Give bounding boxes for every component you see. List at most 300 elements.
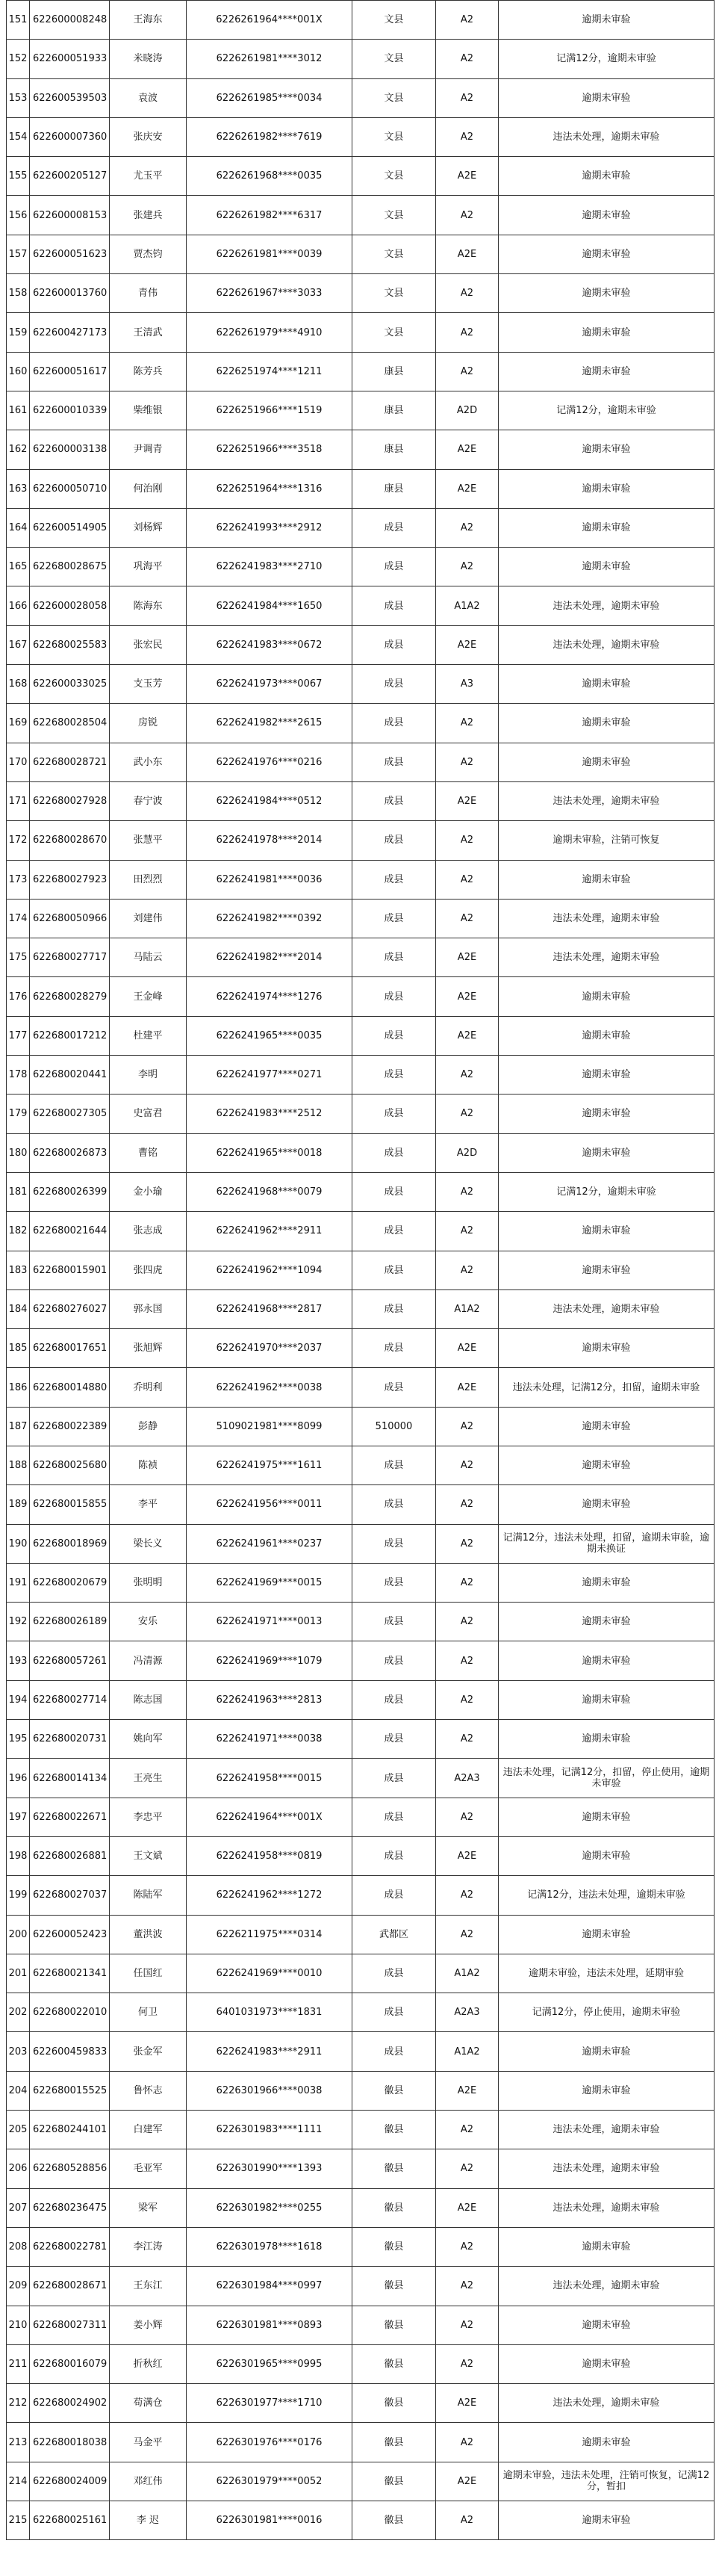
- region-cell: 成县: [352, 1172, 436, 1211]
- table-row: [7, 1407, 715, 1446]
- driver-name-cell: 米晓涛: [110, 40, 187, 78]
- region-cell: 成县: [352, 1680, 436, 1719]
- driver-name-cell: 折秋红: [110, 2344, 187, 2383]
- id-number-cell: 6226241962****0038: [187, 1368, 352, 1407]
- id-number-cell: 6226241969****0015: [187, 1563, 352, 1602]
- id-number-cell: 6226241956****0011: [187, 1485, 352, 1524]
- region-cell: 文县: [352, 40, 436, 78]
- file-number-cell: 622600514905: [30, 508, 110, 547]
- file-number-cell: 622680027928: [30, 781, 110, 820]
- driver-name-cell: 房锐: [110, 704, 187, 743]
- region-cell: 徽县: [352, 2344, 436, 2383]
- license-class-cell: A2: [436, 1485, 499, 1524]
- table-row: [7, 1446, 715, 1484]
- driver-name-cell: 鲁怀志: [110, 2071, 187, 2110]
- id-number-cell: 6226241968****0079: [187, 1172, 352, 1211]
- region-cell: 徽县: [352, 2462, 436, 2501]
- driver-name-cell: 任国红: [110, 1954, 187, 1993]
- status-cell: 违法未处理，记满12分，扣留，逾期未审验: [499, 1368, 715, 1407]
- table-row: [7, 1095, 715, 1133]
- id-number-cell: 6226301977****1710: [187, 2384, 352, 2423]
- license-class-cell: A2: [436, 1915, 499, 1954]
- row-number-cell: 203: [7, 2032, 30, 2071]
- table-row: [7, 1641, 715, 1680]
- file-number-cell: 622680026399: [30, 1172, 110, 1211]
- status-cell: 逾期未审验: [499, 196, 715, 235]
- status-cell: 逾期未审验: [499, 548, 715, 586]
- status-cell: 违法未处理，逾期未审验: [499, 899, 715, 938]
- file-number-cell: 622680236475: [30, 2188, 110, 2227]
- row-number-cell: 175: [7, 938, 30, 977]
- license-class-cell: A2: [436, 1641, 499, 1680]
- license-class-cell: A2: [436, 1603, 499, 1641]
- table-row: [7, 2032, 715, 2071]
- id-number-cell: 6226251964****1316: [187, 469, 352, 508]
- driver-name-cell: 田烈烈: [110, 860, 187, 899]
- status-cell: 逾期未审验: [499, 1641, 715, 1680]
- license-class-cell: A2: [436, 2111, 499, 2149]
- row-number-cell: 194: [7, 1680, 30, 1719]
- status-cell: 记满12分，逾期未审验: [499, 40, 715, 78]
- status-cell: 逾期未审验: [499, 1680, 715, 1719]
- id-number-cell: 6226301990****1393: [187, 2149, 352, 2188]
- license-class-cell: A2E: [436, 781, 499, 820]
- driver-name-cell: 梁军: [110, 2188, 187, 2227]
- driver-name-cell: 刘杨辉: [110, 508, 187, 547]
- file-number-cell: 622600008153: [30, 196, 110, 235]
- region-cell: 成县: [352, 938, 436, 977]
- table-row: [7, 1485, 715, 1524]
- region-cell: 成县: [352, 1368, 436, 1407]
- region-cell: 徽县: [352, 2306, 436, 2344]
- region-cell: 成县: [352, 1759, 436, 1798]
- file-number-cell: 622680015901: [30, 1251, 110, 1289]
- license-class-cell: A2: [436, 1680, 499, 1719]
- driver-name-cell: 梁长义: [110, 1524, 187, 1563]
- status-cell: 违法未处理，逾期未审验: [499, 2267, 715, 2306]
- row-number-cell: 152: [7, 40, 30, 78]
- row-number-cell: 181: [7, 1172, 30, 1211]
- id-number-cell: 6226261985****0034: [187, 78, 352, 117]
- table-row: [7, 821, 715, 860]
- table-row: [7, 1876, 715, 1915]
- id-number-cell: 6226261967****3033: [187, 274, 352, 313]
- file-number-cell: 622680021644: [30, 1212, 110, 1251]
- region-cell: 文县: [352, 196, 436, 235]
- driver-name-cell: 张庆安: [110, 117, 187, 156]
- row-number-cell: 208: [7, 2227, 30, 2266]
- license-class-cell: A2E: [436, 235, 499, 273]
- row-number-cell: 158: [7, 274, 30, 313]
- row-number-cell: 205: [7, 2111, 30, 2149]
- driver-name-cell: 毛亚军: [110, 2149, 187, 2188]
- status-cell: 逾期未审验: [499, 469, 715, 508]
- driver-name-cell: 陈陆军: [110, 1876, 187, 1915]
- id-number-cell: 6226301981****0016: [187, 2501, 352, 2540]
- region-cell: 成县: [352, 625, 436, 664]
- file-number-cell: 622600010339: [30, 391, 110, 430]
- driver-name-cell: 李明: [110, 1056, 187, 1095]
- region-cell: 文县: [352, 117, 436, 156]
- table-row: [7, 313, 715, 352]
- id-number-cell: 6226241964****001X: [187, 1798, 352, 1836]
- table-row: [7, 548, 715, 586]
- driver-name-cell: 安乐: [110, 1603, 187, 1641]
- file-number-cell: 622680027714: [30, 1680, 110, 1719]
- file-number-cell: 622680021341: [30, 1954, 110, 1993]
- driver-name-cell: 张旭辉: [110, 1329, 187, 1368]
- status-cell: 违法未处理，逾期未审验: [499, 2384, 715, 2423]
- file-number-cell: 622600051617: [30, 352, 110, 391]
- region-cell: 文县: [352, 1, 436, 40]
- file-number-cell: 622680024902: [30, 2384, 110, 2423]
- id-number-cell: 6226241984****1650: [187, 586, 352, 625]
- license-class-cell: A2: [436, 196, 499, 235]
- license-class-cell: A2E: [436, 1836, 499, 1875]
- table-row: [7, 1172, 715, 1211]
- driver-name-cell: 武小东: [110, 743, 187, 781]
- file-number-cell: 622680025680: [30, 1446, 110, 1484]
- region-cell: 成县: [352, 586, 436, 625]
- table-row: [7, 2423, 715, 2462]
- region-cell: 文县: [352, 274, 436, 313]
- license-class-cell: A1A2: [436, 2032, 499, 2071]
- id-number-cell: 6226241984****0512: [187, 781, 352, 820]
- driver-name-cell: 张宏民: [110, 625, 187, 664]
- row-number-cell: 157: [7, 235, 30, 273]
- status-cell: 记满12分，违法未处理，扣留，逾期未审验，逾期未换证: [499, 1524, 715, 1563]
- region-cell: 成县: [352, 1954, 436, 1993]
- driver-name-cell: 张建兵: [110, 196, 187, 235]
- region-cell: 成县: [352, 548, 436, 586]
- status-cell: 逾期未审验: [499, 1016, 715, 1055]
- table-row: [7, 1720, 715, 1759]
- status-cell: 逾期未审验: [499, 235, 715, 273]
- row-number-cell: 162: [7, 430, 30, 469]
- id-number-cell: 6226211975****0314: [187, 1915, 352, 1954]
- row-number-cell: 209: [7, 2267, 30, 2306]
- table-row: [7, 430, 715, 469]
- status-cell: 逾期未审验: [499, 2071, 715, 2110]
- license-class-cell: A2E: [436, 1329, 499, 1368]
- driver-name-cell: 金小瑜: [110, 1172, 187, 1211]
- id-number-cell: 6226241962****2911: [187, 1212, 352, 1251]
- status-cell: 逾期未审验: [499, 704, 715, 743]
- table-row: [7, 1016, 715, 1055]
- license-class-cell: A2E: [436, 2384, 499, 2423]
- driver-name-cell: 张金军: [110, 2032, 187, 2071]
- driver-name-cell: 陈志国: [110, 1680, 187, 1719]
- id-number-cell: 6226261979****4910: [187, 313, 352, 352]
- file-number-cell: 622680027037: [30, 1876, 110, 1915]
- status-cell: 记满12分，停止使用，逾期未审验: [499, 1993, 715, 2032]
- row-number-cell: 161: [7, 391, 30, 430]
- license-class-cell: A2E: [436, 938, 499, 977]
- region-cell: 成县: [352, 1603, 436, 1641]
- driver-name-cell: 曹铭: [110, 1133, 187, 1172]
- status-cell: 违法未处理，逾期未审验: [499, 781, 715, 820]
- license-class-cell: A2E: [436, 2188, 499, 2227]
- license-class-cell: A2: [436, 352, 499, 391]
- table-row: [7, 899, 715, 938]
- status-cell: 逾期未审验，违法未处理，延期审验: [499, 1954, 715, 1993]
- file-number-cell: 622680026873: [30, 1133, 110, 1172]
- license-class-cell: A2: [436, 2227, 499, 2266]
- region-cell: 成县: [352, 1836, 436, 1875]
- region-cell: 成县: [352, 1798, 436, 1836]
- file-number-cell: 622600008248: [30, 1, 110, 40]
- status-cell: 逾期未审验，注销可恢复: [499, 821, 715, 860]
- file-number-cell: 622600052423: [30, 1915, 110, 1954]
- row-number-cell: 180: [7, 1133, 30, 1172]
- id-number-cell: 6226261982****6317: [187, 196, 352, 235]
- file-number-cell: 622680016079: [30, 2344, 110, 2383]
- driver-name-cell: 姚向军: [110, 1720, 187, 1759]
- status-cell: 逾期未审验: [499, 2032, 715, 2071]
- table-row: [7, 1251, 715, 1289]
- region-cell: 成县: [352, 860, 436, 899]
- license-class-cell: A2: [436, 1, 499, 40]
- license-class-cell: A2: [436, 40, 499, 78]
- status-cell: 逾期未审验: [499, 1836, 715, 1875]
- id-number-cell: 6226241983****2512: [187, 1095, 352, 1133]
- table-row: [7, 469, 715, 508]
- region-cell: 徽县: [352, 2501, 436, 2540]
- region-cell: 康县: [352, 430, 436, 469]
- table-row: [7, 352, 715, 391]
- table-row: [7, 508, 715, 547]
- driver-name-cell: 王海东: [110, 1, 187, 40]
- file-number-cell: 622680020441: [30, 1056, 110, 1095]
- table-row: [7, 665, 715, 704]
- region-cell: 成县: [352, 1251, 436, 1289]
- status-cell: 逾期未审验: [499, 1329, 715, 1368]
- id-number-cell: 6226261981****0039: [187, 235, 352, 273]
- driver-name-cell: 袁波: [110, 78, 187, 117]
- table-row: [7, 1759, 715, 1798]
- table-row: [7, 2071, 715, 2110]
- license-class-cell: A2D: [436, 391, 499, 430]
- status-cell: 逾期未审验: [499, 2423, 715, 2462]
- license-class-cell: A2: [436, 1407, 499, 1446]
- file-number-cell: 622680028504: [30, 704, 110, 743]
- row-number-cell: 178: [7, 1056, 30, 1095]
- records-body: [7, 1, 715, 2540]
- license-class-cell: A2E: [436, 430, 499, 469]
- region-cell: 成县: [352, 1095, 436, 1133]
- table-row: [7, 1798, 715, 1836]
- row-number-cell: 190: [7, 1524, 30, 1563]
- status-cell: 逾期未审验: [499, 1563, 715, 1602]
- status-cell: 逾期未审验: [499, 157, 715, 196]
- status-cell: 逾期未审验: [499, 1056, 715, 1095]
- license-class-cell: A2E: [436, 625, 499, 664]
- license-class-cell: A2E: [436, 977, 499, 1016]
- row-number-cell: 164: [7, 508, 30, 547]
- license-class-cell: A2: [436, 548, 499, 586]
- file-number-cell: 622600051623: [30, 235, 110, 273]
- id-number-cell: 6226301979****0052: [187, 2462, 352, 2501]
- id-number-cell: 6226301984****0997: [187, 2267, 352, 2306]
- row-number-cell: 211: [7, 2344, 30, 2383]
- file-number-cell: 622680028721: [30, 743, 110, 781]
- id-number-cell: 6226301965****0995: [187, 2344, 352, 2383]
- region-cell: 成县: [352, 704, 436, 743]
- row-number-cell: 155: [7, 157, 30, 196]
- row-number-cell: 213: [7, 2423, 30, 2462]
- license-class-cell: A2: [436, 1056, 499, 1095]
- status-cell: 违法未处理，逾期未审验: [499, 2149, 715, 2188]
- license-class-cell: A2: [436, 313, 499, 352]
- file-number-cell: 622680028675: [30, 548, 110, 586]
- table-row: [7, 1563, 715, 1602]
- region-cell: 成县: [352, 899, 436, 938]
- row-number-cell: 174: [7, 899, 30, 938]
- region-cell: 徽县: [352, 2188, 436, 2227]
- license-class-cell: A2: [436, 860, 499, 899]
- table-row: [7, 1836, 715, 1875]
- table-row: [7, 977, 715, 1016]
- driver-name-cell: 王东江: [110, 2267, 187, 2306]
- file-number-cell: 622680024009: [30, 2462, 110, 2501]
- row-number-cell: 193: [7, 1641, 30, 1680]
- id-number-cell: 6226241971****0013: [187, 1603, 352, 1641]
- row-number-cell: 179: [7, 1095, 30, 1133]
- status-cell: 逾期未审验: [499, 1720, 715, 1759]
- region-cell: 徽县: [352, 2227, 436, 2266]
- table-row: [7, 1993, 715, 2032]
- row-number-cell: 197: [7, 1798, 30, 1836]
- status-cell: 违法未处理，逾期未审验: [499, 117, 715, 156]
- license-class-cell: A2E: [436, 469, 499, 508]
- status-cell: 逾期未审验: [499, 1485, 715, 1524]
- region-cell: 徽县: [352, 2111, 436, 2149]
- records-table: [6, 0, 715, 2540]
- driver-name-cell: 冯清源: [110, 1641, 187, 1680]
- id-number-cell: 6226251966****1519: [187, 391, 352, 430]
- driver-name-cell: 春宁波: [110, 781, 187, 820]
- driver-name-cell: 张四虎: [110, 1251, 187, 1289]
- table-row: [7, 1289, 715, 1328]
- file-number-cell: 622680018969: [30, 1524, 110, 1563]
- id-number-cell: 6226241975****1611: [187, 1446, 352, 1484]
- driver-name-cell: 陈芳兵: [110, 352, 187, 391]
- status-cell: 逾期未审验: [499, 274, 715, 313]
- id-number-cell: 6226241981****0036: [187, 860, 352, 899]
- status-cell: 逾期未审验: [499, 1915, 715, 1954]
- status-cell: 逾期未审验: [499, 1407, 715, 1446]
- file-number-cell: 622680014134: [30, 1759, 110, 1798]
- region-cell: 徽县: [352, 2071, 436, 2110]
- row-number-cell: 215: [7, 2501, 30, 2540]
- row-number-cell: 187: [7, 1407, 30, 1446]
- status-cell: 逾期未审验: [499, 430, 715, 469]
- table-row: [7, 1056, 715, 1095]
- license-class-cell: A2: [436, 1251, 499, 1289]
- status-cell: 逾期未审验: [499, 508, 715, 547]
- file-number-cell: 622600007360: [30, 117, 110, 156]
- table-row: [7, 1329, 715, 1368]
- file-number-cell: 622680015855: [30, 1485, 110, 1524]
- file-number-cell: 622680027311: [30, 2306, 110, 2344]
- status-cell: 逾期未审验: [499, 1212, 715, 1251]
- region-cell: 成县: [352, 1212, 436, 1251]
- row-number-cell: 168: [7, 665, 30, 704]
- driver-name-cell: 郭永国: [110, 1289, 187, 1328]
- row-number-cell: 188: [7, 1446, 30, 1484]
- status-cell: 违法未处理，逾期未审验: [499, 2111, 715, 2149]
- status-cell: 违法未处理，逾期未审验: [499, 2188, 715, 2227]
- region-cell: 文县: [352, 235, 436, 273]
- table-row: [7, 196, 715, 235]
- driver-name-cell: 尹调青: [110, 430, 187, 469]
- driver-name-cell: 彭静: [110, 1407, 187, 1446]
- region-cell: 成县: [352, 1446, 436, 1484]
- driver-name-cell: 贾杰钧: [110, 235, 187, 273]
- table-row: [7, 586, 715, 625]
- file-number-cell: 622680018038: [30, 2423, 110, 2462]
- table-row: [7, 743, 715, 781]
- driver-name-cell: 董洪波: [110, 1915, 187, 1954]
- id-number-cell: 6226241969****0010: [187, 1954, 352, 1993]
- status-cell: 逾期未审验: [499, 78, 715, 117]
- status-cell: 逾期未审验，违法未处理，注销可恢复，记满12分，暂扣: [499, 2462, 715, 2501]
- region-cell: 成县: [352, 1524, 436, 1563]
- status-cell: 逾期未审验: [499, 1446, 715, 1484]
- id-number-cell: 6226241982****2014: [187, 938, 352, 977]
- license-class-cell: A2E: [436, 2462, 499, 2501]
- driver-name-cell: 王金峰: [110, 977, 187, 1016]
- row-number-cell: 183: [7, 1251, 30, 1289]
- file-number-cell: 622680027717: [30, 938, 110, 977]
- row-number-cell: 210: [7, 2306, 30, 2344]
- driver-name-cell: 张慧平: [110, 821, 187, 860]
- region-cell: 成县: [352, 821, 436, 860]
- region-cell: 徽县: [352, 2267, 436, 2306]
- row-number-cell: 204: [7, 2071, 30, 2110]
- driver-name-cell: 巩海平: [110, 548, 187, 586]
- row-number-cell: 192: [7, 1603, 30, 1641]
- license-class-cell: A2: [436, 821, 499, 860]
- region-cell: 成县: [352, 1016, 436, 1055]
- file-number-cell: 622680022010: [30, 1993, 110, 2032]
- id-number-cell: 6226241965****0035: [187, 1016, 352, 1055]
- id-number-cell: 6226301966****0038: [187, 2071, 352, 2110]
- file-number-cell: 622680026189: [30, 1603, 110, 1641]
- status-cell: 违法未处理，逾期未审验: [499, 625, 715, 664]
- license-class-cell: A2: [436, 1798, 499, 1836]
- driver-name-cell: 陈祯: [110, 1446, 187, 1484]
- table-row: [7, 2384, 715, 2423]
- driver-name-cell: 王文斌: [110, 1836, 187, 1875]
- driver-name-cell: 邓红伟: [110, 2462, 187, 2501]
- table-row: [7, 2188, 715, 2227]
- table-row: [7, 117, 715, 156]
- file-number-cell: 622600028058: [30, 586, 110, 625]
- id-number-cell: 6226241969****1079: [187, 1641, 352, 1680]
- status-cell: 逾期未审验: [499, 352, 715, 391]
- file-number-cell: 622680022781: [30, 2227, 110, 2266]
- license-class-cell: A2: [436, 1172, 499, 1211]
- driver-name-cell: 苟满仓: [110, 2384, 187, 2423]
- table-row: [7, 938, 715, 977]
- file-number-cell: 622600050710: [30, 469, 110, 508]
- table-row: [7, 1, 715, 40]
- table-row: [7, 1954, 715, 1993]
- region-cell: 徽县: [352, 2149, 436, 2188]
- region-cell: 成县: [352, 665, 436, 704]
- driver-name-cell: 王清武: [110, 313, 187, 352]
